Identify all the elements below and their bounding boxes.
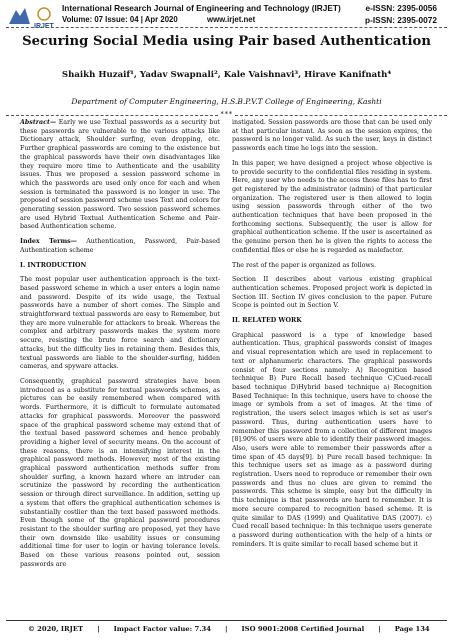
footer-page-number: Page 134 bbox=[394, 625, 430, 633]
author-list: Shaikh Huzaif¹, Yadav Swapnali², Kale Vaishnavi³, Hirave Kanifnath⁴ bbox=[61, 70, 392, 80]
e-issn: e-ISSN: 2395-0056 bbox=[365, 3, 437, 13]
index-terms bbox=[20, 238, 220, 255]
paper-title: Securing Social Media using Pair based Authentication bbox=[22, 34, 431, 49]
footer-separator: | bbox=[378, 625, 381, 633]
right-column bbox=[232, 119, 432, 555]
journal-name: International Research Journal of Engineering and Technology (IRJET) bbox=[62, 3, 341, 13]
footer-impact-factor: Impact Factor value: 7.34 bbox=[113, 625, 212, 633]
abstract-label: Abstract— bbox=[20, 119, 57, 126]
index-text: Authentication, Password, Pair-based Authentication scheme bbox=[20, 238, 220, 254]
paragraph-2: In this paper, we have designed a project whose objective is to provide security to the confidential files residing in system. Here, any user who needs to the access those files has to first get registered by the administrator (admin) of that particular organization. The registered user is then allowed to login using session passwords through either of the two authentication techniques that have been proposed in the forthcoming sections. Subsequently, the user is allow for graphical authentication scheme. If the user is ascertained as the genuine person then he is given the rights to access the confidential files or else he is regarded as malefactor. bbox=[232, 159, 432, 254]
paragraph-4: Section II describes about various existing graphical authentication schemes. Proposed project work is depicted in Section III. Section IV gives conclusion to the paper. Future Scope is pointed out in Section V. bbox=[232, 276, 432, 310]
paragraph-1: instigated. Session passwords are those that can be used only at that particular instant. As soon as the session expires, the password is no longer valid. As such the user, keys in distinct passwords each time he logs into the session. bbox=[232, 119, 432, 153]
intro-paragraph-1: The most popular user authentication approach is the text-based password scheme in which a user enters a login name and password. Despite of its wide usage, the Textual passwords have a number of short comes. The Simple and straightforward textual passwords are easy to Remember, but they are more vulnerable for attackers to break. Whereas the complex and arbitrary passwords makes the system more secure, resisting the brute force search and dictionary attacks, but the difficulty lies in retaining them. Besides this, textual passwords are liable to the shoulder-surfing, hidden cameras, and spyware attacks. bbox=[20, 276, 220, 371]
header-divider bbox=[6, 27, 447, 28]
index-label: Index Terms— bbox=[20, 238, 77, 246]
footer bbox=[28, 625, 437, 633]
footer-separator: | bbox=[97, 625, 100, 633]
footer-separator: | bbox=[225, 625, 228, 633]
left-column bbox=[20, 119, 220, 575]
intro-paragraph-2: Consequently, graphical password strategies have been introduced as a substitute for textual passwords schemes, as pictures can be easily remembered when compared with words. Furthermore, it is difficult to formulate automated attacks for graphical passwords. Moreover the password space of the graphical password scheme may extend that of the textual based password schemes and hence probably providing a higher level of security means. On the account of these reasons, there is an intensifying interest in the graphical password methods. However, most of the existing graphical password authentication methods suffer from shoulder surfing, a known hazard where an intruder can scrutinize the password by recording the authentication session or through direct surveillance. In addition, setting up a system that offers the graphical authentication schemes is substantially costlier than the text based password methods. Even though some of the graphical password procedures resistant to the shoulder surfing are proposed, yet they have their own downside like usability issues or consuming additional time for user to login or having tolerance levels. Based on these various reasons pointed out, session passwords are bbox=[20, 377, 220, 568]
logo-text: IRJET bbox=[34, 23, 54, 30]
divider-marker: *** bbox=[220, 110, 233, 118]
journal-url[interactable]: www.irjet.net bbox=[207, 15, 256, 24]
footer-divider bbox=[6, 620, 447, 621]
abstract-text: Early we use Textual passwords as a security but these passwords are vulnerable to the various attacks like Dictionary attack, Shoulder surfing, even dropping, etc. Further graphical passwords are coming to the existence but the graphical passwords have their own disadvantages like they require more time to Authenticate and the usability issues. Thus we proposed a session password scheme in which the passwords are used only once for each and when session is terminated the password is no longer in use. The proposed of session password scheme uses Text and colors for generating session password. Two session password schemes are used Hybrid Textual Authentication Scheme and Pair-based Authentication scheme. bbox=[20, 119, 220, 231]
volume-issue: Volume: 07 Issue: 04 | Apr 2020 bbox=[62, 15, 178, 24]
footer-copyright: © 2020, IRJET bbox=[28, 625, 84, 633]
abstract bbox=[20, 119, 220, 232]
footer-iso: ISO 9001:2008 Certified Journal bbox=[241, 625, 365, 633]
paragraph-5: Graphical password is a type of knowledge based authentication. Thus, graphical passwords consist of images and visual representation which are used in replacement to text or alphanumeric characters. The graphical passwords consist of four sections namely: A) Recognition based technique B) Pure Recall based technique C)Cued-recall based technique D)Hybrid based technique a) Recognition Based Technique: In this technique, users have to choose the image or symbols from a set of images. At the time of registration, the users select images which is set as user's password. Thus, during authentication users have to remember this password from a collection of different images [8].90% of users were able to identify their password images. Also, users were able to remember their passwords after a time span of 45 days[9]. b) Pure recall based technique: In this technique users set as image as a password during registration. Users need to reproduce or remember their own passwords and thus no clues are given to remind the passwords. This scheme is simple, easy but the difficulty in this technique is that passwords are hard to remember. It is more secure compared to recognition based scheme. It is quite similar to DAS (1999) and Qualitative DAS (2007). c) Cued recall based technique: In this technique users generate a password during authentication with the help of a hints or reminders. It is quite similar to recall based scheme but it bbox=[232, 331, 432, 548]
paragraph-3: The rest of the paper is organized as follows. bbox=[232, 261, 377, 269]
affiliation: Department of Computer Engineering, H.S.B.P.V.T College of Engineering, Kashti bbox=[71, 97, 382, 106]
p-issn: p-ISSN: 2395-0072 bbox=[365, 15, 437, 25]
related-work-heading: II. RELATED WORK bbox=[232, 317, 302, 325]
intro-heading: I. INTRODUCTION bbox=[20, 261, 87, 269]
